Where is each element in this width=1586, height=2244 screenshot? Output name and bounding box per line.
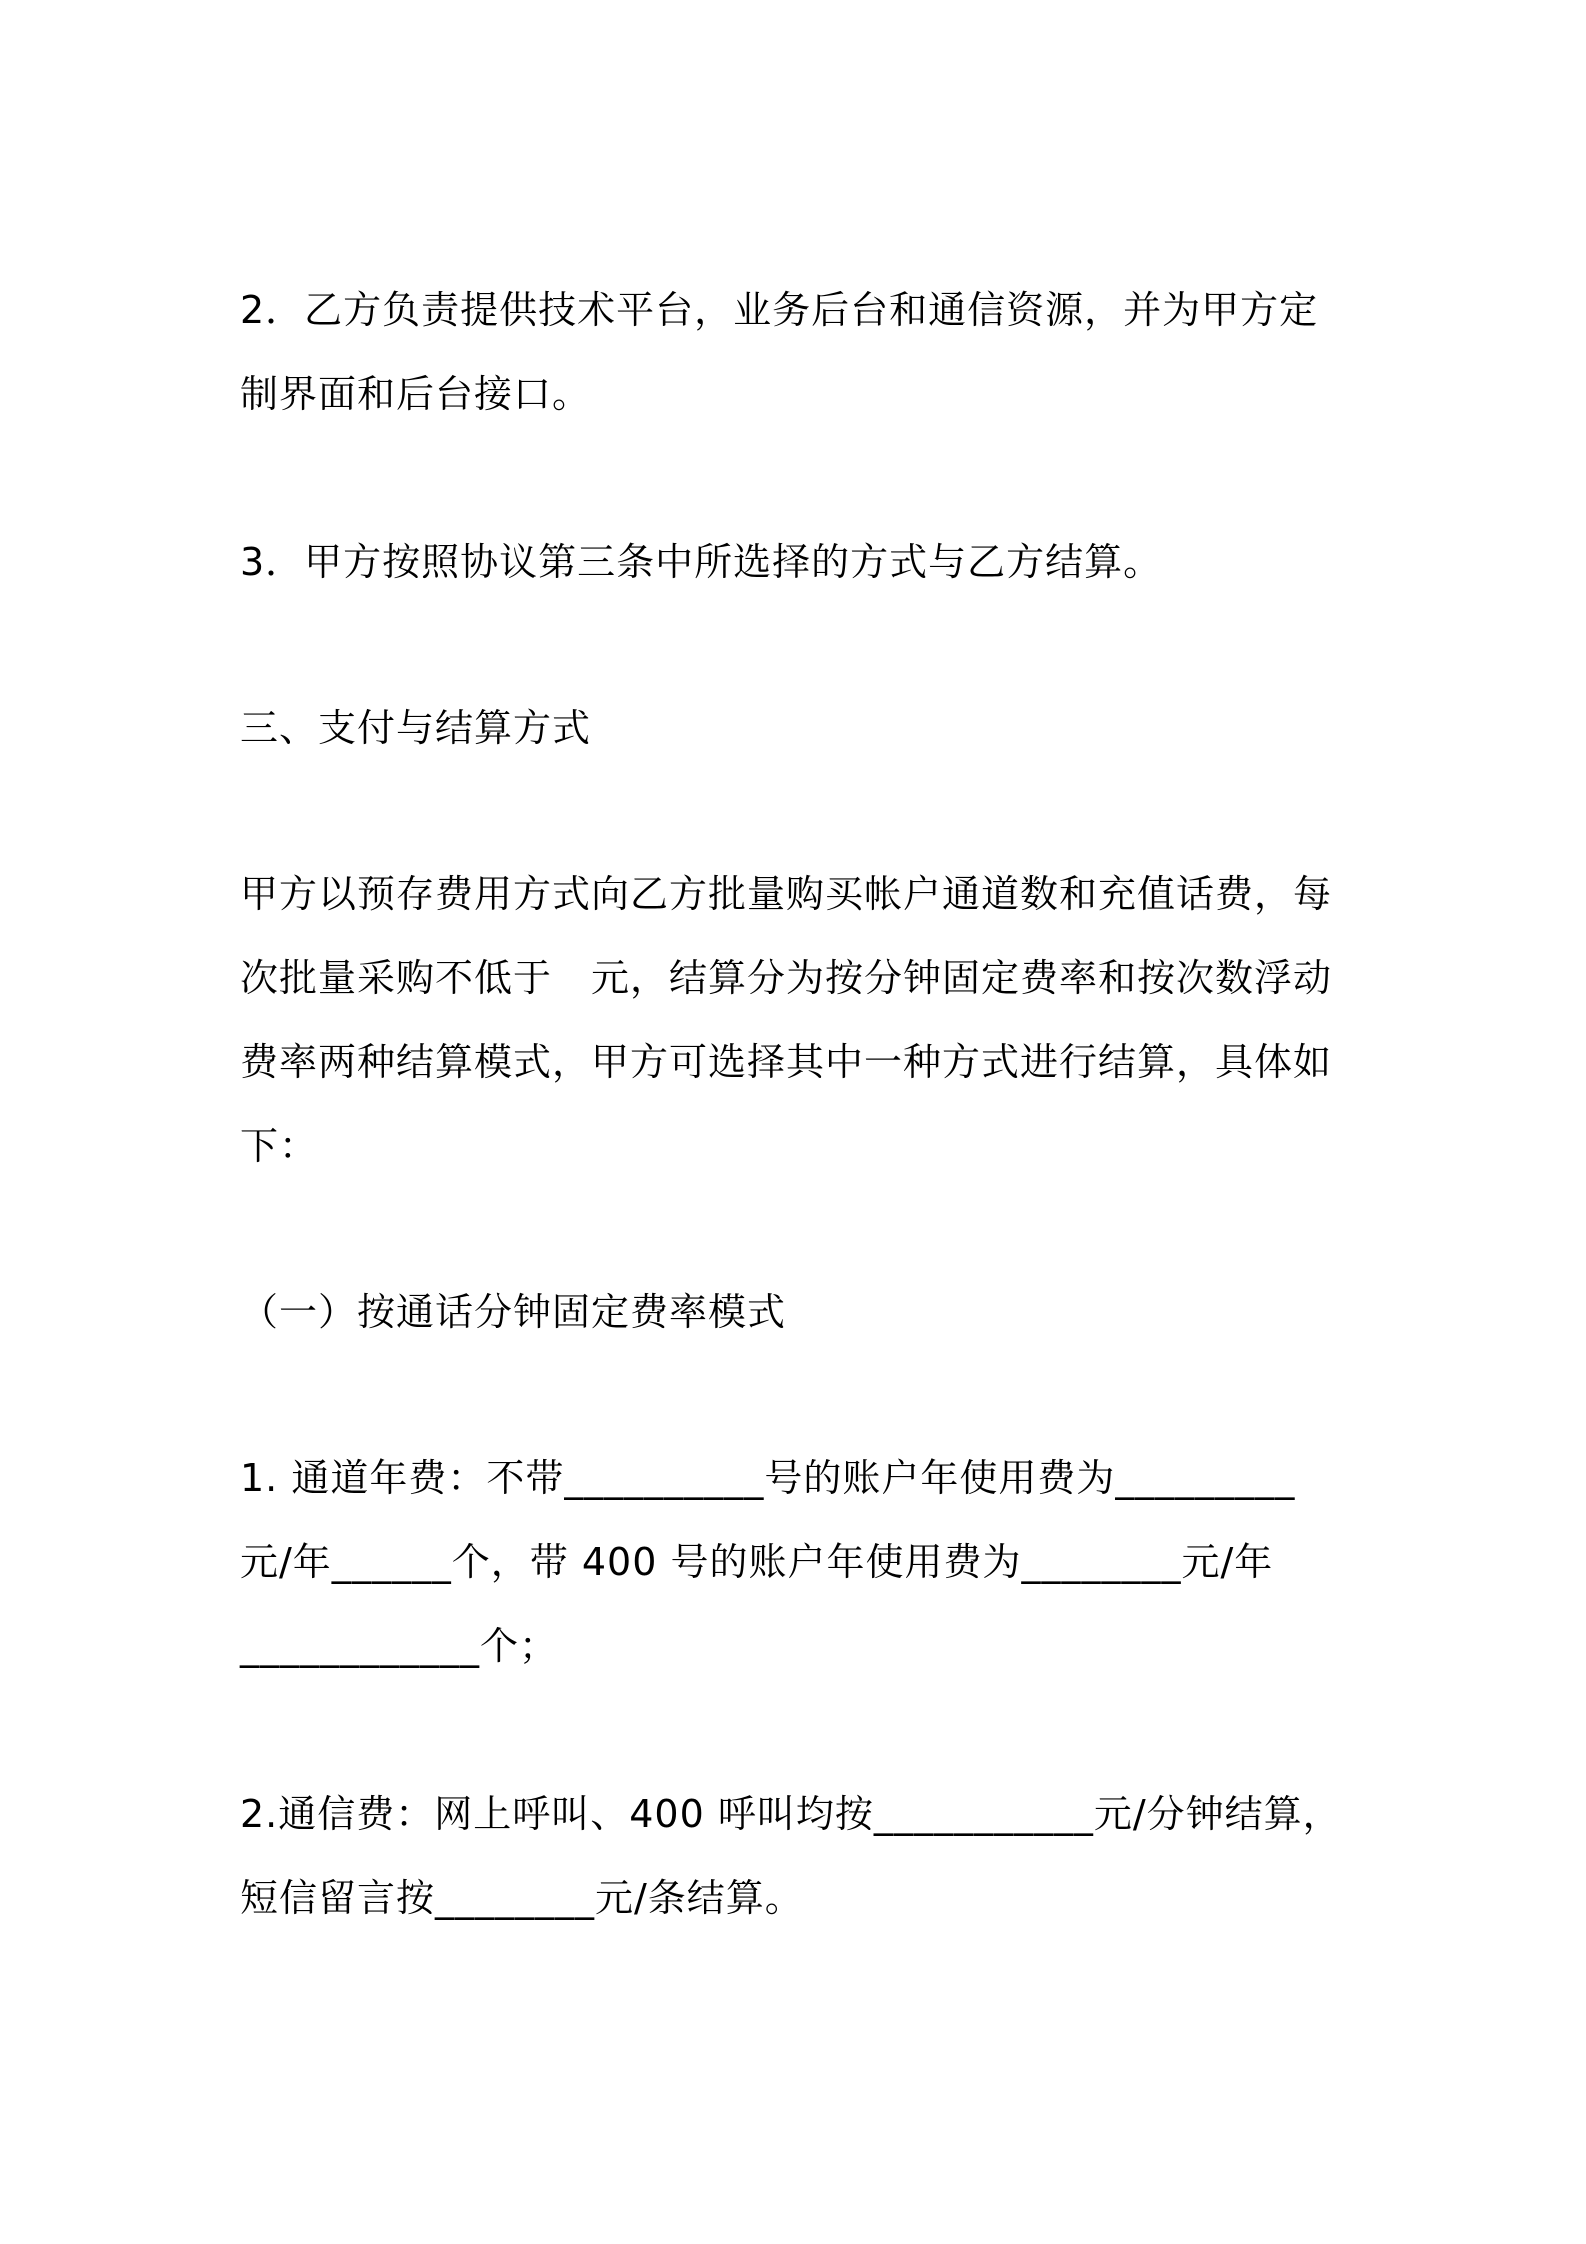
text-line: 费率两种结算模式，甲方可选择其中一种方式进行结算，具体如	[240, 1040, 1333, 1084]
text-line: 次批量采购不低于 元，结算分为按分钟固定费率和按次数浮动	[240, 956, 1333, 1000]
clause-2	[240, 268, 1360, 436]
text-line: （一）按通话分钟固定费率模式	[240, 1290, 787, 1334]
text-line: 3．甲方按照协议第三条中所选择的方式与乙方结算。	[240, 540, 1163, 584]
item-2-communication-fee	[240, 1772, 1360, 1940]
text-line: ____________个；	[240, 1624, 559, 1668]
subsection-heading	[240, 1270, 1360, 1354]
text-line: 元/年______个，带 400 号的账户年使用费为________元/年	[240, 1540, 1274, 1584]
text-line: 制界面和后台接口。	[240, 372, 592, 416]
text-line: 甲方以预存费用方式向乙方批量购买帐户通道数和充值话费，每	[240, 872, 1333, 916]
payment-paragraph	[240, 852, 1360, 1188]
clause-3	[240, 520, 1360, 604]
text-line: 三、支付与结算方式	[240, 706, 592, 750]
item-1-channel-annual-fee	[240, 1436, 1360, 1688]
text-line: 2.通信费：网上呼叫、400 呼叫均按___________元/分钟结算，	[240, 1792, 1342, 1836]
section-heading	[240, 686, 1360, 770]
text-line: 短信留言按________元/条结算。	[240, 1876, 804, 1920]
text-line: 1. 通道年费：不带__________号的账户年使用费为_________	[240, 1456, 1296, 1500]
text-line: 下：	[240, 1124, 319, 1168]
text-line: 2．乙方负责提供技术平台，业务后台和通信资源，并为甲方定	[240, 288, 1319, 332]
